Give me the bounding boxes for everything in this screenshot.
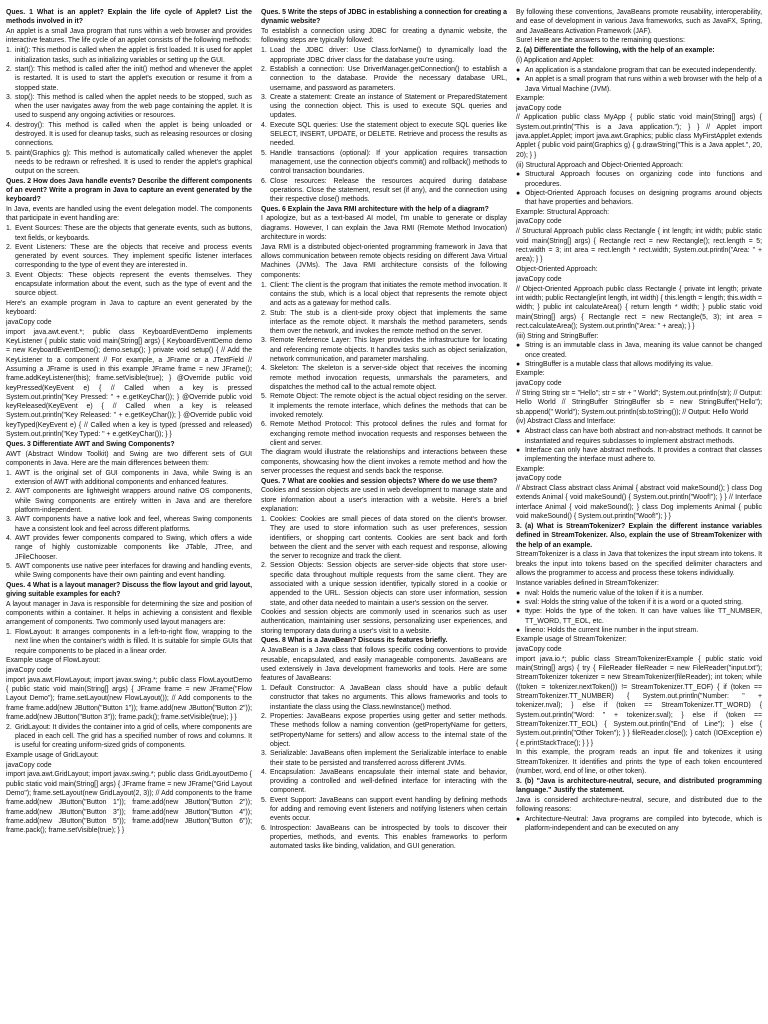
item-text: Session Objects: Session objects are server-side objects that store user-specific data throughout multiple requests from the same client. They are associated with a unique session identifier, typically stored in a cookie or appended to the URL. Session objects can store user information, session state, and other data needed to maintain a user's session on the server. [270,562,507,607]
item-number: 6. [261,177,267,185]
paragraph: javaCopy code [516,275,562,283]
numbered-item [261,177,507,205]
numbered-item [6,93,252,121]
paragraph: (i) Application and Applet: [516,57,594,65]
paragraph: I apologize, but as a text-based AI model, I'm unable to generate or display diagrams. However, I can explain the Java RMI (Remote Method Invocation) architecture in words: [261,215,507,241]
item-text: GridLayout: It divides the container into a grid of cells, where components are placed in each cell. The grid has a specified number of rows and columns. It is useful for creating uniform-sized grids of components. [15,723,252,750]
item-text: Cookies: Cookies are small pieces of data stored on the client's browser. They are used to store information such as user preferences, session identifiers, or shopping cart contents. Cookies are sent back and forth between the client and the server with each request and response, allowing the server to recognize and track the client. [270,515,507,561]
item-text: AWT is the original set of GUI components in Java, while Swing is an extension of AWT with additional components and enhanced features. [15,469,252,487]
item-number: 4. [261,768,267,776]
item-number: 5. [261,796,267,804]
bullet-icon: ● [516,76,521,84]
question-heading: Ques. 5 Write the steps of JDBC in establishing a connection for creating a dynamic website? [261,9,507,26]
bullet-item [516,170,762,189]
item-text: An application is a standalone program that can be executed independently. [525,66,757,74]
bullet-item [516,427,762,446]
item-number: 4. [6,535,12,542]
bullet-icon: ● [516,66,521,74]
numbered-item [261,796,507,824]
item-text: start(): This method is called after the init() method and whenever the applet is restarted. It is used to start the applet's execution or resume it from a stopped state. [15,65,252,92]
paragraph: import java.awt.GridLayout; import javax.swing.*; public class GridLayoutDemo { public static void main(String[] args) { JFrame frame = new JFrame("Grid Layout Demo"); frame.setLayout(new GridLayout(2, 3)); // Add components to the frame frame.add(new JButton("Button 1")); frame.add(new JButton("Button 2")); frame.add(new JButton("Button 3")); frame.add(new JButton("Button 4")); frame.add(new JButton("Button 5")); frame.add(new JButton("Button 6")); frame.pack(); frame.setVisible(true); } } [6,771,252,835]
item-text: Event Sources: These are the objects that generate events, such as buttons, text fields, or keyboards. [15,225,252,242]
numbered-item [261,65,507,93]
numbered-item [261,712,507,749]
item-number: 3. [261,750,267,758]
paragraph: Sure! Here are the answers to the remaining questions: [516,37,685,45]
item-text: An applet is a small program that runs within a web browser with the help of a Java Virtual Machine (JVM). [525,76,762,93]
item-text: Execute SQL queries: Use the statement object to execute SQL queries like SELECT, INSERT, UPDATE, or DELETE. Retrieve and process the results as needed. [270,121,507,148]
item-text: init(): This method is called when the applet is first loaded. It is used for applet initialization tasks, such as initializing variables or setting up the GUI. [15,47,252,64]
bullet-item [516,341,762,360]
item-number: 3. [261,93,267,101]
paragraph: javaCopy code [516,218,562,226]
numbered-item [261,121,507,149]
question-heading: 3. (b) "Java is architecture-neutral, secure, and distributed programming language." Justify the statement. [516,777,762,795]
numbered-item [261,46,507,65]
paragraph: (iii) String and StringBuffer: [516,332,599,340]
item-text: destroy(): This method is called when the applet is being unloaded or destroyed. It is used for cleanup tasks, such as releasing resources or closing connections. [15,121,252,148]
bullet-item [516,189,762,208]
item-text: Event Support: JavaBeans can support event handling by defining methods for adding and removing event listeners and notifying listeners when certain events occur. [270,796,507,823]
paragraph: Example: [516,94,545,102]
paragraph: Example usage of StreamTokenizer: [516,636,627,644]
bullet-item [516,66,762,75]
item-text: ttype: Holds the type of the token. It can have values like TT_NUMBER, TT_WORD, TT_EOL, etc. [525,608,762,625]
numbered-item [261,561,507,608]
paragraph: Cookies and session objects are used in web development to manage state and store information about a user's interaction with a website. Here's a brief explanation: [261,487,507,514]
item-number: 4. [261,121,267,129]
paragraph: A JavaBean is a Java class that follows specific coding conventions to provide reusable, encapsulated, and easily manageable components. JavaBeans are used extensively in Java development frameworks and tools. Here are some features of JavaBeans: [261,647,507,683]
item-number: 3. [6,516,12,524]
numbered-item [6,487,252,515]
numbered-item [261,309,507,337]
item-text: AWT components use native peer interfaces for drawing and handling events, while Swing components have their own painting and event handling. [15,562,252,580]
bullet-item [516,75,762,94]
bullet-icon: ● [516,189,521,197]
question-heading: Ques. 4 What is a layout manager? Discuss the flow layout and grid layout, giving suitable examples for each? [6,581,252,598]
numbered-item [6,65,252,93]
paragraph: Object-Oriented Approach: [516,265,598,273]
paragraph: // Structural Approach public class Rectangle { int length; int width; public static void main(String[] args) { Rectangle rect = new Rectangle(); rect.length = 5; rect.width = 3; int area = rect.length * rect.width; System.out.println("Area: " + area); } } [516,228,762,264]
bullet-icon: ● [516,626,521,634]
numbered-item [261,281,507,309]
column-left [6,8,252,1024]
item-text: stop(): This method is called when the applet needs to be stopped, such as when the user navigates away from the web page containing the applet. It is used to suspend any ongoing activities or resources. [15,93,252,120]
item-text: nval: Holds the numeric value of the token if it is a number. [525,589,704,597]
numbered-item [261,364,507,392]
item-number: 4. [6,121,12,129]
paragraph: javaCopy code [516,645,562,653]
item-number: 2. [6,243,12,251]
item-number: 5. [261,149,267,157]
paragraph: Example usage of GridLayout: [6,751,99,759]
numbered-item [261,93,507,121]
bullet-item [516,446,762,465]
paragraph: An applet is a small Java program that runs within a web browser and provides interactive features. The life cycle of an applet consists of the following methods: [6,28,252,45]
numbered-item [6,149,252,177]
item-number: 2. [261,309,267,317]
item-number: 1. [261,281,267,289]
paragraph: import java.awt.event.*; public class KeyboardEventDemo implements KeyListener { public static void main(String[] args) { KeyboardEventDemo demo = new KeyboardEventDemo(); demo.setup(); } private void setup() { // Add the KeyListener to a component // For example, a JFrame or a JTextField // Assuming a JFrame is used in this example JFrame frame = new JFrame(); frame.addKeyListener(this); frame.setVisible(true); } @Override public void keyPressed(KeyEvent e) { // Called when a key is pressed System.out.println("Key Pressed: " + e.getKeyChar()); } @Override public void keyReleased(KeyEvent e) { // Called when a key is released System.out.println("Key Released: " + e.getKeyChar()); } @Override public void keyTyped(KeyEvent e) { // Called when a key is typed (pressed and released) System.out.println("Key Typed: " + e.getKeyChar()); } } [6,328,252,439]
paragraph: The diagram would illustrate the relationships and interactions between these components, showcasing how the client invokes a remote method and how the server processes the request and sends back the response. [261,449,507,475]
question-heading: Ques. 2 How does Java handle events? Describe the different components of an event? Write a program in Java to capture an event generated by the keyboard? [6,177,252,204]
paragraph: (ii) Structural Approach and Object-Oriented Approach: [516,161,683,169]
item-number: 2. [6,723,12,731]
question-heading: Ques. 3 Differentiate AWT and Swing Components? [6,440,175,448]
paragraph: By following these conventions, JavaBeans promote reusability, interoperability, and ease of development in various Java frameworks, such as JavaFX, Spring, and JavaBeans Activation Framework (JAF). [516,9,762,35]
item-number: 1. [6,225,12,233]
item-number: 1. [261,515,267,523]
item-text: Client: The client is the program that initiates the remote method invocation. It contains the stub, which is a local object that represents the remote object and acts as a gateway for method calls. [270,281,507,308]
paragraph: A layout manager in Java is responsible for determining the size and position of components within a container. It helps in achieving a consistent and flexible arrangement of components. Two commonly used layout managers are: [6,600,252,627]
bullet-icon: ● [516,446,521,454]
item-text: sval: Holds the string value of the token if it is a word or a quoted string. [525,598,743,606]
item-number: 1. [6,47,12,55]
item-text: Load the JDBC driver: Use Class.forName() to dynamically load the appropriate JDBC driver class for the database you're using. [270,47,507,64]
item-text: Introspection: JavaBeans can be introspected by tools to discover their properties, methods, and events. This enables frameworks to perform automated tasks like binding, validation, and GUI generation. [270,824,507,851]
item-text: Default Constructor: A JavaBean class should have a public default constructor that takes no arguments. This allows frameworks and tools to instantiate the class using the Class.newInstance() method. [270,685,507,711]
bullet-icon: ● [516,608,521,616]
paragraph: Example: [516,465,545,473]
paragraph: (iv) Abstract Class and Interface: [516,418,616,426]
item-text: Interface can only have abstract methods. It provides a contract that classes implementing the interface must adhere to. [525,446,762,464]
numbered-item [6,723,252,751]
numbered-item [6,46,252,65]
item-text: lineno: Holds the current line number in the input stream. [525,626,699,634]
item-text: Establish a connection: Use DriverManager.getConnection() to establish a connection to the database. Provide the necessary database URL, username, and password as parameters. [270,65,507,92]
paragraph: Java is considered architecture-neutral, secure, and distributed due to the following reasons: [516,796,762,814]
numbered-item [6,469,252,488]
paragraph: javaCopy code [516,475,562,483]
numbered-item [6,243,252,271]
item-text: Encapsulation: JavaBeans encapsulate their internal state and behavior, providing a controlled and well-defined interface for interacting with the component. [270,768,507,795]
paragraph: Example: Structural Approach: [516,208,610,216]
item-number: 3. [6,93,12,101]
numbered-item [6,121,252,149]
item-text: AWT provides fewer components compared to Swing, which offers a wide range of highly customizable components like JTable, JTree, and JFileChooser. [15,535,252,561]
paragraph: javaCopy code [516,380,562,388]
item-text: Properties: JavaBeans expose properties using getter and setter methods. These methods follow a naming convention (getPropertyName for getters, setPropertyName for setters) and allow access to the internal state of the object. [270,712,507,748]
numbered-item [6,515,252,534]
paragraph: In Java, events are handled using the event delegation model. The components that participate in event handling are: [6,206,252,223]
paragraph: AWT (Abstract Window Toolkit) and Swing are two different sets of GUI components in Java. Here are the main differences between them: [6,450,252,467]
numbered-item [261,824,507,852]
paragraph: javaCopy code [516,104,562,112]
item-text: Structural Approach focuses on organizing code into functions and procedures. [525,171,762,188]
paragraph: Instance variables defined in StreamTokenizer: [516,579,659,587]
numbered-item [261,749,507,768]
bullet-icon: ● [516,361,521,369]
bullet-item [516,626,762,635]
bullet-item [516,815,762,834]
bullet-icon: ● [516,598,521,606]
item-text: Create a statement: Create an instance of Statement or PreparedStatement using the connection object. This is used to execute SQL queries and updates. [270,93,507,120]
bullet-icon: ● [516,428,521,436]
paragraph: import java.io.*; public class StreamTokenizerExample { public static void main(String[] args) { try { FileReader fileReader = new FileReader("input.txt"); StreamTokenizer tokenizer = new StreamTokenizer(fileReader); int token; while ((token = tokenizer.nextToken()) != StreamTokenizer.TT_EOF) { if (token == StreamTokenizer.TT_NUMBER) { System.out.println("Number: " + tokenizer.nval); } else if (token == StreamTokenizer.TT_WORD) { System.out.println("Word: " + tokenizer.sval); } else if (token == StreamTokenizer.TT_EOL) { System.out.println("End of Line"); } else { System.out.println("Other Token"); } } fileReader.close(); } catch (IOException e) { e.printStackTrace(); } } } [516,655,762,747]
item-text: AWT components are lightweight wrappers around native OS components, while Swing components are entirely written in Java and are therefore platform-independent. [15,488,252,515]
paragraph: // Abstract Class abstract class Animal { abstract void makeSound(); } class Dog extends Animal { void makeSound() { System.out.println("Woof!"); } } // Interface interface Animal { void makeSound(); } class Dog implements Animal { public void makeSound() { System.out.println("Woof!"); } } [516,485,762,521]
bullet-item [516,360,762,369]
item-number: 2. [261,712,267,720]
numbered-item [6,628,252,656]
bullet-item [516,607,762,626]
bullet-item [516,589,762,598]
paragraph: To establish a connection using JDBC for creating a dynamic website, the following steps are typically followed: [261,28,507,45]
item-text: Handle transactions (optional): If your application requires transaction management, use the connection object's commit() and rollback() methods to control transaction boundaries. [270,149,507,176]
paragraph: StreamTokenizer is a class in Java that tokenizes the input stream into tokens. It breaks the input into tokens based on the specified delimiter characters and allows the programmer to access and process these tokens individually. [516,551,762,577]
paragraph: Here's an example program in Java to capture an event generated by the keyboard: [6,299,252,316]
item-number: 5. [6,149,12,157]
item-number: 2. [6,65,12,73]
numbered-item [6,534,252,562]
paragraph: javaCopy code [6,761,52,769]
item-text: FlowLayout: It arranges components in a left-to-right flow, wrapping to the next line when the container's width is filled. It is suitable for simple GUIs that require components to be placed in a linear order. [15,629,252,655]
paragraph: Example usage of FlowLayout: [6,657,101,665]
item-number: 5. [6,562,12,570]
item-text: Architecture-Neutral: Java programs are compiled into bytecode, which is platform-independent and can be executed on any [525,816,762,833]
item-text: paint(Graphics g): This method is automatically called whenever the applet needs to be redrawn or refreshed. It is used to render the applet's graphical output on the screen. [15,149,252,176]
paragraph: // String String str = "Hello"; str = str + " World"; System.out.println(str); // Output: Hello World // StringBuffer StringBuffer sb = new StringBuffer("Hello"); sb.append(" World"); System.out.println(sb.toString()); // Output: Hello World [516,390,762,416]
paragraph: // Object-Oriented Approach public class Rectangle { private int length; private int width; public Rectangle(int length, int width) { this.length = length; this.width = width; } public int calculateArea() { return length * width; } public static void main(String[] args) { Rectangle rect = new Rectangle(5, 3); int area = rect.calculateArea(); System.out.println("Area: " + area); } } [516,285,762,330]
item-number: 1. [261,685,267,692]
question-heading: 2. (a) Differentiate the following, with the help of an example: [516,47,715,55]
column-right [516,8,762,1024]
question-heading: Ques. 7 What are cookies and session objects? Where do we use them? [261,477,498,485]
item-text: Remote Object: The remote object is the actual object residing on the server. It implements the remote interface, which defines the methods that can be invoked remotely. [270,393,507,419]
item-number: 2. [261,562,267,570]
item-text: Remote Reference Layer: This layer provides the infrastructure for locating and referencing remote objects. It handles tasks such as object serialization, network communication, and parameter marshaling. [270,337,507,364]
bullet-icon: ● [516,171,521,179]
numbered-item [6,224,252,243]
numbered-item [261,420,507,448]
paragraph: Java RMI is a distributed object-oriented programming framework in Java that allows communication between remote objects residing on different Java Virtual Machines (JVMs). The Java RMI architecture consists of the following components: [261,243,507,279]
item-number: 1. [6,629,12,637]
question-heading: Ques. 1 What is an applet? Explain the life cycle of Applet? List the methods involved in it? [6,9,252,26]
item-text: StringBuffer is a mutable class that allows modifying its value. [525,361,713,369]
item-text: Serializable: JavaBeans often implement the Serializable interface to enable their state to be persisted and transferred across different JVMs. [270,750,507,767]
item-number: 1. [6,469,12,477]
item-text: Stub: The stub is a client-side proxy object that implements the same interface as the remote object. It marshals the method parameters, sends them over the network, and invokes the remote method on the server. [270,309,507,336]
numbered-item [261,149,507,177]
item-text: Remote Method Protocol: This protocol defines the rules and format for exchanging remote method invocation requests and responses between the client and server. [270,421,507,447]
bullet-icon: ● [516,589,521,597]
item-number: 2. [6,488,12,496]
question-heading: 3. (a) What is StreamTokenizer? Explain the different instance variables defined in StreamTokenizer. Also, explain the use of StreamTokenizer with the help of an example. [516,522,762,549]
question-heading: Ques. 6 Explain the Java RMI architecture with the help of a diagram? [261,205,489,213]
bullet-icon: ● [516,342,521,350]
numbered-item [6,562,252,581]
numbered-item [261,336,507,364]
item-text: Abstract class can have both abstract and non-abstract methods. It cannot be instantiated and requires subclasses to implement abstract methods. [525,428,762,445]
item-number: 5. [261,393,267,401]
item-text: AWT components have a native look and feel, whereas Swing components have a consistent look and feel across different platforms. [15,516,252,533]
item-text: Event Listeners: These are the objects that receive and process events generated by event sources. They implement specific listener interfaces corresponding to the type of event they are interested in. [15,243,252,270]
numbered-item [6,271,252,299]
item-number: 3. [261,337,267,345]
item-text: Event Objects: These objects represent the events themselves. They encapsulate information about the event, such as the type of event and the source object. [15,271,252,298]
item-text: Close resources: Release the resources acquired during database operations. Close the statement, result set (if any), and the connection using their respective close() methods. [270,177,507,204]
item-text: Skeleton: The skeleton is a server-side object that receives the incoming remote method invocation requests, unmarshals the parameters, and dispatches the method call to the actual remote object. [270,365,507,391]
numbered-item [261,768,507,796]
bullet-icon: ● [516,816,521,824]
item-number: 1. [261,47,267,55]
numbered-item [261,684,507,712]
item-number: 2. [261,65,267,73]
numbered-item [261,515,507,562]
paragraph: // Application public class MyApp { public static void main(String[] args) { System.out.println("This is a Java application."); } } // Applet import java.applet.Applet; import java.awt.Graphics; public class MyFirstApplet extends Applet { public void paint(Graphics g) { g.drawString("This is a Java applet.", 20, 20); } } [516,114,762,159]
paragraph: Cookies and session objects are commonly used in scenarios such as user authentication, maintaining user sessions, personalizing user experiences, and storing temporary data during a user's visit to a website. [261,609,507,635]
item-number: 3. [6,271,12,279]
paragraph: import java.awt.FlowLayout; import javax.swing.*; public class FlowLayoutDemo { public static void main(String[] args) { JFrame frame = new JFrame("Flow Layout Demo"); frame.setLayout(new FlowLayout()); // Add components to the frame frame.add(new JButton("Button 1")); frame.add(new JButton("Button 2")); frame.add(new JButton("Button 3")); frame.pack(); frame.setVisible(true); } } [6,676,252,721]
item-number: 4. [261,365,267,373]
item-text: String is an immutable class in Java, meaning its value cannot be changed once created. [525,342,762,359]
bullet-item [516,598,762,607]
item-number: 6. [261,824,267,832]
item-number: 6. [261,421,267,429]
numbered-item [261,392,507,420]
paragraph: javaCopy code [6,318,52,326]
paragraph: Example: [516,370,545,378]
item-text: Object-Oriented Approach focuses on designing programs around objects that have properties and behaviors. [525,189,762,207]
paragraph: In this example, the program reads an input file and tokenizes it using StreamTokenizer. It identifies and prints the type of each token encountered (number, word, end of line, or other token). [516,749,762,775]
question-heading: Ques. 8 What is a JavaBean? Discuss its features briefly. [261,637,448,645]
column-middle [261,8,507,1024]
paragraph: javaCopy code [6,666,52,674]
